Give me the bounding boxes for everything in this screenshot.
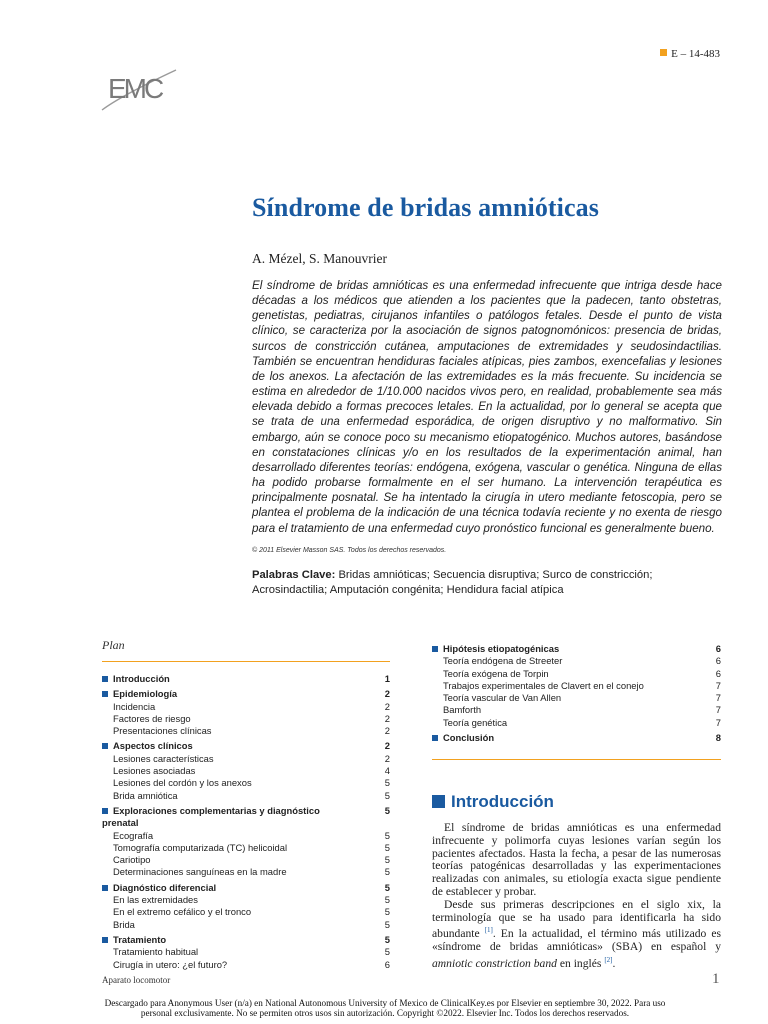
toc-page-number: 2 (384, 752, 390, 764)
toc-page-number: 5 (384, 841, 390, 853)
keywords (252, 568, 722, 598)
toc-page-number: 6 (384, 958, 390, 970)
toc-subsection-entry[interactable] (102, 946, 390, 958)
toc-subsection-title: En el extremo cefálico y el tronco (113, 906, 252, 918)
toc-page-number: 2 (384, 688, 390, 700)
plan-right-list (432, 643, 721, 744)
plan-divider (432, 759, 721, 760)
toc-subsection-entry[interactable] (102, 777, 390, 789)
toc-subsection-title: Presentaciones clínicas (113, 725, 212, 737)
toc-section (432, 643, 721, 729)
toc-subsection-title: Lesiones asociadas (113, 765, 196, 777)
emc-logo (98, 58, 180, 120)
toc-subsection-title: Trabajos experimentales de Clavert en el conejo (443, 679, 644, 691)
toc-page-number: 5 (384, 906, 390, 918)
toc-subsection-entry[interactable] (102, 854, 390, 866)
toc-subsection-title: Teoría endógena de Streeter (443, 655, 563, 667)
toc-subsection-title: Ecografía (113, 829, 154, 841)
toc-page-number: 7 (715, 704, 721, 716)
toc-page-number: 5 (384, 946, 390, 958)
reference-2-link[interactable]: [2] (604, 955, 613, 964)
toc-subsection-entry[interactable] (432, 668, 721, 680)
toc-page-number: 5 (384, 866, 390, 878)
toc-section (102, 673, 390, 685)
toc-page-number: 5 (384, 933, 390, 945)
blue-square-icon (432, 795, 445, 808)
footer-section: Aparato locomotor (102, 975, 171, 985)
toc-page-number: 2 (384, 712, 390, 724)
intro-paragraph-2 (432, 899, 721, 971)
toc-subsection-title: Cariotipo (113, 854, 151, 866)
toc-subsection-entry[interactable] (432, 704, 721, 716)
toc-section-title: Introducción (102, 673, 170, 685)
toc-subsection-entry[interactable] (102, 753, 390, 765)
toc-subsection-title: Bamforth (443, 704, 482, 716)
introduction-heading (432, 792, 554, 812)
toc-subsection-title: Brida (113, 918, 135, 930)
toc-section-title: Exploraciones complementarias y diagnóstico prenatal (102, 805, 342, 830)
toc-subsection-title: Factores de riesgo (113, 712, 191, 724)
toc-subsection-entry[interactable] (432, 692, 721, 704)
toc-subsection-entry[interactable] (432, 655, 721, 667)
copyright: © 2011 Elsevier Masson SAS. Todos los derechos reservados. (252, 547, 447, 554)
toc-page-number: 4 (384, 765, 390, 777)
toc-subsection-title: Lesiones del cordón y los anexos (113, 777, 252, 789)
toc-subsection-title: Tomografía computarizada (TC) helicoidal (113, 841, 288, 853)
toc-subsection-entry[interactable] (432, 680, 721, 692)
toc-section (102, 882, 390, 931)
toc-section-title: Tratamiento (102, 934, 166, 946)
toc-subsection-title: Determinaciones sanguíneas en la madre (113, 866, 287, 878)
page-number: 1 (712, 971, 720, 987)
keywords-label: Palabras Clave: (252, 569, 336, 581)
intro-p2-italic: amniotic constriction band (432, 956, 557, 970)
plan-title: Plan (102, 638, 390, 662)
toc-section (102, 740, 390, 801)
toc-page-number: 6 (715, 667, 721, 679)
toc-subsection-entry[interactable] (102, 906, 390, 918)
intro-paragraph-1: El síndrome de bridas amnióticas es una enfermedad infrecuente y polimorfa cuyas lesiones varían según los pacientes afectados. Hasta la fecha, a pesar de las numerosas teorías patogénicas desarrolladas y las experimentaciones realizadas con animales, su etiología exacta sigue pendiente de establecer y probar. (432, 821, 721, 898)
plan-left-list (102, 673, 390, 971)
toc-page-number: 6 (715, 643, 721, 654)
toc-page-number: 5 (384, 881, 390, 893)
toc-page-number: 5 (384, 829, 390, 841)
toc-section-title: Epidemiología (102, 688, 177, 700)
toc-section-title: Aspectos clínicos (102, 740, 193, 752)
toc-section (102, 805, 390, 879)
toc-subsection-entry[interactable] (102, 842, 390, 854)
document-reference (660, 48, 720, 60)
document-reference-text: E – 14-483 (671, 48, 720, 60)
logo-text: EMC (108, 73, 162, 104)
toc-subsection-title: Incidencia (113, 700, 156, 712)
intro-p2-text-c: en inglés (559, 956, 602, 970)
toc-page-number: 5 (384, 894, 390, 906)
toc-subsection-entry[interactable] (102, 830, 390, 842)
toc-page-number: 5 (384, 777, 390, 789)
toc-page-number: 8 (715, 732, 721, 744)
toc-section-entry[interactable] (102, 688, 390, 700)
toc-subsection-entry[interactable] (102, 725, 390, 737)
toc-subsection-entry[interactable] (102, 866, 390, 878)
toc-subsection-entry[interactable] (102, 701, 390, 713)
toc-page-number: 6 (715, 655, 721, 667)
toc-subsection-title: Tratamiento habitual (113, 946, 199, 958)
toc-section-title: Hipótesis etiopatogénicas (432, 643, 559, 655)
toc-section-entry[interactable] (102, 805, 390, 830)
toc-page-number: 5 (384, 789, 390, 801)
toc-subsection-title: Teoría vascular de Van Allen (443, 692, 562, 704)
toc-subsection-entry[interactable] (102, 790, 390, 802)
toc-section-entry[interactable] (102, 882, 390, 894)
toc-subsection-entry[interactable] (102, 713, 390, 725)
toc-subsection-title: Brida amniótica (113, 789, 178, 801)
introduction-body (432, 822, 721, 970)
toc-page-number: 2 (384, 725, 390, 737)
introduction-heading-text: Introducción (451, 792, 554, 811)
authors: A. Mézel, S. Manouvrier (252, 251, 387, 266)
toc-section-entry[interactable] (432, 643, 721, 655)
toc-section (432, 732, 721, 744)
intro-p2-text-a: Desde sus primeras descripciones en el siglo xix, la terminología que se ha usado para identificarla ha sido abundante (432, 897, 721, 941)
toc-section-title: Diagnóstico diferencial (102, 882, 216, 894)
toc-page-number: 5 (384, 918, 390, 930)
toc-section-title: Conclusión (432, 732, 494, 744)
toc-section (102, 688, 390, 737)
toc-subsection-entry[interactable] (102, 894, 390, 906)
toc-page-number: 7 (715, 679, 721, 691)
toc-page-number: 5 (384, 854, 390, 866)
toc-subsection-entry[interactable] (102, 959, 390, 971)
toc-section-entry[interactable] (102, 740, 390, 752)
toc-subsection-title: Teoría genética (443, 716, 508, 728)
toc-page-number: 7 (715, 692, 721, 704)
intro-p2-text-b: . En la actualidad, el término más utilizado es «síndrome de bridas amnióticas» (SBA) en español y (432, 927, 721, 954)
keywords-list: Bridas amnióticas; Secuencia disruptiva; Surco de constricción; Acrosindactilia; Amputación congénita; Hendidura facial atípica (252, 569, 653, 596)
toc-page-number: 1 (384, 673, 390, 684)
toc-section-entry[interactable] (432, 732, 721, 744)
download-notice: Descargado para Anonymous User (n/a) en National Autonomous University of Mexico de ClinicalKey.es por Elsevier en septiembre 30, 2022. Para uso personal exclusivamente. No se permiten otros usos sin autorización. Copyright ©2022. Elsevier Inc. Todos los derechos reservados. (104, 998, 666, 1018)
toc-section (102, 934, 390, 971)
toc-page-number: 2 (384, 740, 390, 752)
toc-page-number: 5 (384, 804, 390, 816)
plan-left (102, 638, 390, 974)
toc-subsection-entry[interactable] (432, 717, 721, 729)
toc-page-number: 7 (715, 716, 721, 728)
reference-1-link[interactable]: [1] (484, 926, 493, 935)
toc-subsection-title: Teoría exógena de Torpin (443, 667, 549, 679)
intro-p2-end: . (612, 956, 616, 970)
toc-section-entry[interactable] (102, 934, 390, 946)
toc-subsection-entry[interactable] (102, 765, 390, 777)
article-title: Síndrome de bridas amnióticas (252, 193, 599, 222)
toc-section-entry[interactable] (102, 673, 390, 685)
toc-subsection-title: En las extremidades (113, 894, 198, 906)
toc-subsection-title: Lesiones características (113, 752, 214, 764)
plan-right (432, 643, 721, 747)
orange-square-icon (660, 49, 667, 56)
toc-subsection-title: Cirugía in utero: ¿el futuro? (113, 958, 228, 970)
toc-subsection-entry[interactable] (102, 919, 390, 931)
abstract: El síndrome de bridas amnióticas es una enfermedad infrecuente que intriga desde hace décadas a los médicos que atienden a los pacientes que la padecen, tanto obstetras, genetistas, pediatras, cirujanos infantiles o patólogos fetales. Desde el punto de vista clínico, se caracteriza por la asociación de signos patognomónicos: presencia de bridas, surcos de constricción cutánea, amputaciones de extremidades y seudosindactilias. También se encuentran hendiduras faciales atípicas, pies zambos, exencefalias y lesiones de los anexos. La afectación de las extremidades es la más frecuente. Su incidencia se estima en alrededor de 1/10.000 nacidos vivos pero, en realidad, probablemente sea más elevada debido a formas precoces letales. En la actualidad, por lo general se acepta que se trata de una enfermedad esporádica, de origen disruptivo y no malformativo. Sin embargo, aún se conoce poco su mecanismo etiopatogénico. Muchos autores, basándose en constataciones clínicas y/o en los resultados de la experimentación animal, han desarrollado diferentes teorías: endógena, exógena, vascular o genética. Ninguna de ellas ha podido probarse formalmente en el ser humano. La intervención terapéutica es principalmente posnatal. Se ha intentado la cirugía in utero mediante fetoscopia, pero se plantea el problema de la indicación de una técnica todavía reciente y no exenta de riesgo para el tratamiento de una enfermedad cuyo pronóstico funcional es generalmente bueno. (252, 279, 722, 535)
toc-page-number: 2 (384, 700, 390, 712)
